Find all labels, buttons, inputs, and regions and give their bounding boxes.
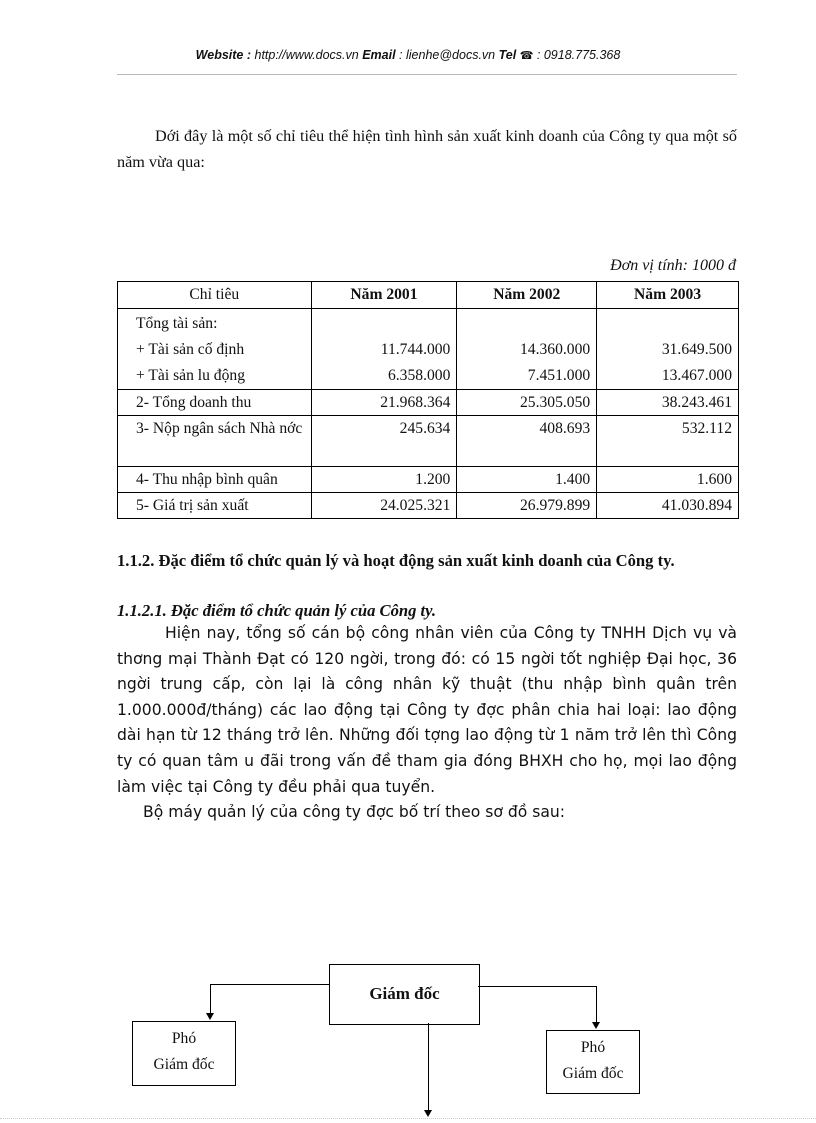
cell-value: 38.243.461 <box>597 390 739 416</box>
arrow-down-icon <box>424 1110 432 1117</box>
cell-value: 25.305.050 <box>457 390 597 416</box>
deputy-left-box: Phó Giám đốc <box>132 1021 236 1086</box>
header-year-2003: Năm 2003 <box>597 282 739 309</box>
indicator-table <box>117 281 739 519</box>
header-year-2001: Năm 2001 <box>311 282 457 309</box>
cell-value: 1.400 <box>457 467 597 493</box>
row-label: 4- Thu nhập bình quân <box>118 467 312 493</box>
website-label: Website : <box>195 48 252 62</box>
connector-center-vertical <box>428 1023 429 1111</box>
cell-value: 1.200 <box>311 467 457 493</box>
tel-value: : 0918.775.368 <box>536 48 621 62</box>
website-url[interactable]: http://www.docs.vn <box>254 48 359 62</box>
page-bottom-divider <box>0 1118 816 1119</box>
table-row <box>118 493 739 519</box>
cell-value: 532.112 <box>597 416 739 467</box>
cell-value: 13.467.000 <box>661 367 732 384</box>
email-value[interactable]: : lienhe@docs.vn <box>399 48 496 62</box>
director-box: Giám đốc <box>329 964 480 1025</box>
deputy-right-box: Phó Giám đốc <box>546 1030 640 1094</box>
org-intro: Bộ máy quản lý của công ty đợc bố trí theo sơ đồ sau: <box>143 803 566 822</box>
table-row <box>118 390 739 416</box>
cell-value: 7.451.000 <box>527 367 591 384</box>
body-paragraph: Hiện nay, tổng số cán bộ công nhân viên của Công ty TNHH Dịch vụ và thơng mại Thành Đạt có 120 ngời, trong đó: có 15 ngời tốt nghiệp Đại học, 36 ngời trung cấp, còn lại là công nhân kỹ thuật (thu nhập bình quân trên 1.000.000đ/tháng) các lao động tại Công ty đợc phân chia hai loại: lao động dài hạn từ 12 tháng trở lên. Những đối tợng lao động từ 1 năm trở lên thì Công ty có quan tâm u đãi trong vấn đề tham gia đóng BHXH cho họ, mọi lao động làm việc tại Công ty đều phải qua tuyển. <box>117 624 737 796</box>
header-year-2002: Năm 2002 <box>457 282 597 309</box>
arrow-down-icon <box>592 1022 600 1029</box>
row-label: 2- Tổng doanh thu <box>118 390 312 416</box>
subsection-heading: 1.1.2.1. Đặc điểm tổ chức quản lý của Công ty. <box>117 601 437 620</box>
page-header <box>0 48 816 62</box>
table-row <box>118 467 739 493</box>
row-label: + Tài sản cố định <box>136 341 245 358</box>
row-label: Tổng tài sản: <box>136 315 218 332</box>
cell-value: 11.744.000 <box>380 341 451 358</box>
phone-icon: ☎ <box>519 50 534 62</box>
table-header-row <box>118 282 739 309</box>
cell-value: 21.968.364 <box>311 390 457 416</box>
unit-label: Đơn vị tính: 1000 đ <box>610 257 736 274</box>
header-divider <box>117 74 737 75</box>
connector-left-vertical <box>210 984 211 1014</box>
cell-value: 245.634 <box>311 416 457 467</box>
cell-value: 41.030.894 <box>597 493 739 519</box>
row-label: + Tài sản lu động <box>136 367 245 384</box>
cell-value: 31.649.500 <box>661 341 732 358</box>
email-label: Email <box>362 48 396 62</box>
tel-label: Tel <box>498 48 517 62</box>
body-text <box>117 621 737 826</box>
cell-value: 6.358.000 <box>387 367 451 384</box>
header-indicator: Chỉ tiêu <box>118 282 312 309</box>
cell-value: 1.600 <box>597 467 739 493</box>
intro-paragraph: Dới đây là một số chỉ tiêu thể hiện tình hình sản xuất kinh doanh của Công ty qua một số năm vừa qua: <box>117 127 737 171</box>
cell-value: 408.693 <box>457 416 597 467</box>
cell-value: 14.360.000 <box>520 341 591 358</box>
table-row <box>118 309 739 390</box>
arrow-down-icon <box>206 1013 214 1020</box>
section-heading: 1.1.2. Đặc điểm tổ chức quản lý và hoạt động sản xuất kinh doanh của Công ty. <box>117 551 675 570</box>
row-label: 3- Nộp ngân sách Nhà nớc <box>118 416 312 467</box>
connector-left-horizontal <box>210 984 330 985</box>
cell-value: 26.979.899 <box>457 493 597 519</box>
table-row <box>118 416 739 467</box>
cell-value: 24.025.321 <box>311 493 457 519</box>
row-label: 5- Giá trị sản xuất <box>118 493 312 519</box>
connector-right-vertical <box>596 986 597 1023</box>
connector-right-horizontal <box>478 986 596 987</box>
